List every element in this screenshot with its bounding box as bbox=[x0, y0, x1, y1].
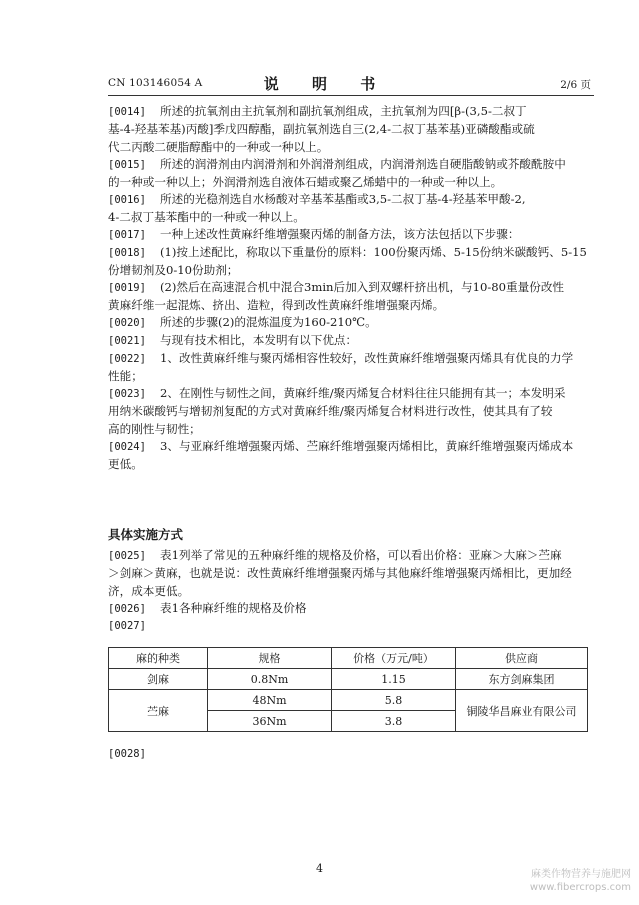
table-header-row bbox=[109, 648, 588, 669]
paragraph bbox=[108, 547, 598, 600]
paragraph-text: (1)按上述配比，称取以下重量份的原料：100份聚丙烯、5-15份纳米碳酸钙、5-15 bbox=[160, 244, 587, 259]
paragraph-text: 1、改性黄麻纤维与聚丙烯相容性较好，改性黄麻纤维增强聚丙烯具有优良的力学 bbox=[160, 350, 574, 365]
paragraph-line: 份增韧剂及0-10份助剂； bbox=[108, 263, 239, 278]
cell-spec: 0.8Nm bbox=[208, 669, 332, 690]
paragraph-line bbox=[108, 385, 598, 403]
page-indicator: 2/6 页 bbox=[560, 79, 591, 91]
paragraph-line: 基-4-羟基苯基)丙酸]季戊四醇酯，副抗氧剂选自三(2,4-二叔丁基苯基)亚磷酸酯或硫 bbox=[108, 122, 535, 137]
paragraph-line bbox=[108, 244, 598, 262]
header-rule bbox=[108, 95, 594, 96]
doc-id: CN 103146054 A bbox=[108, 77, 203, 89]
paragraph-line bbox=[108, 226, 598, 244]
header-price: 价格（万元/吨） bbox=[332, 648, 456, 669]
table-row bbox=[109, 669, 588, 690]
cell-price: 5.8 bbox=[332, 690, 456, 711]
paragraph-text: (2)然后在高速混合机中混合3min后加入到双螺杆挤出机，与10-80重量份改性 bbox=[160, 280, 565, 294]
fiber-spec-table bbox=[108, 647, 588, 732]
cell-kind: 苎麻 bbox=[109, 690, 208, 732]
paragraph-text: 表1各种麻纤维的规格及价格 bbox=[160, 600, 307, 615]
paragraph-text: 3、与亚麻纤维增强聚丙烯、苎麻纤维增强聚丙烯相比，黄麻纤维增强聚丙烯成本 bbox=[160, 438, 574, 453]
paragraph bbox=[108, 332, 598, 350]
page-number: 4 bbox=[316, 862, 323, 875]
paragraph-number: [0019] bbox=[108, 282, 146, 294]
paragraph-text: 所述的光稳剂选自水杨酸对辛基苯基酯或3,5-二叔丁基-4-羟基苯甲酸-2, bbox=[160, 191, 526, 206]
paragraph-text: 所述的抗氧剂由主抗氧剂和副抗氧剂组成，主抗氧剂为四[β-(3,5-二叔丁 bbox=[160, 104, 527, 118]
paragraph-number: [0014] bbox=[108, 106, 146, 118]
watermark-line2: www.fibercrops.com bbox=[529, 882, 631, 893]
cell-spec: 48Nm bbox=[208, 690, 332, 711]
paragraph-text: 表1列举了常见的五种麻纤维的规格及价格，可以看出价格：亚麻＞大麻＞苎麻 bbox=[160, 548, 562, 562]
paragraph bbox=[108, 314, 598, 332]
paragraph-line bbox=[108, 547, 598, 565]
paragraph-line bbox=[108, 438, 598, 456]
paragraph bbox=[108, 617, 598, 635]
header-supplier: 供应商 bbox=[456, 648, 588, 669]
paragraph-text: 2、在刚性与韧性之间，黄麻纤维/聚丙烯复合材料往往只能拥有其一；本发明采 bbox=[160, 386, 566, 400]
cell-price: 1.15 bbox=[332, 669, 456, 690]
paragraph-line bbox=[108, 279, 598, 297]
paragraph-line: ＞剑麻＞黄麻，也就是说：改性黄麻纤维增强聚丙烯与其他麻纤维增强聚丙烯相比，更加经 bbox=[108, 566, 572, 581]
paragraph-line bbox=[108, 350, 598, 368]
cell-price: 3.8 bbox=[332, 711, 456, 732]
table-row bbox=[109, 690, 588, 711]
paragraph bbox=[108, 350, 598, 386]
paragraph bbox=[108, 600, 598, 618]
paragraph bbox=[108, 385, 598, 438]
cell-supplier: 东方剑麻集团 bbox=[456, 669, 588, 690]
paragraph-line: 高的刚性与韧性； bbox=[108, 421, 201, 436]
paragraph-line: 用纳米碳酸钙与增韧剂复配的方式对黄麻纤维/聚丙烯复合材料进行改性，使其具有了较 bbox=[108, 404, 553, 419]
paragraph-line bbox=[108, 617, 598, 635]
paragraph-line: 代二丙酸二硬脂醇酯中的一种或一种以上。 bbox=[108, 139, 329, 154]
paragraph-line bbox=[108, 156, 598, 174]
cell-supplier: 铜陵华昌麻业有限公司 bbox=[456, 690, 588, 732]
paragraph-line: 黄麻纤维一起混炼、挤出、造粒，得到改性黄麻纤维增强聚丙烯。 bbox=[108, 298, 445, 313]
paragraph-number: [0027] bbox=[108, 620, 146, 633]
paragraph bbox=[108, 226, 598, 244]
paragraph bbox=[108, 438, 598, 474]
paragraph-text: 所述的步骤(2)的混炼温度为160-210℃。 bbox=[160, 315, 377, 330]
watermark-line1: 麻类作物营养与施肥网 bbox=[531, 869, 631, 880]
paragraph-line bbox=[108, 600, 598, 618]
paragraph bbox=[108, 103, 598, 156]
paragraph-number: [0022] bbox=[108, 352, 146, 365]
paragraph bbox=[108, 156, 598, 192]
paragraph-number: [0026] bbox=[108, 602, 146, 615]
header-spec: 规格 bbox=[208, 648, 332, 669]
paragraph-number: [0020] bbox=[108, 317, 146, 330]
paragraph-line: 更低。 bbox=[108, 457, 143, 471]
paragraph-line bbox=[108, 332, 598, 350]
paragraph-line bbox=[108, 103, 598, 121]
paragraph-number: [0028] bbox=[108, 748, 146, 760]
paragraph-number: [0016] bbox=[108, 193, 146, 206]
paragraph-line: 的一种或一种以上；外润滑剂选自液体石蜡或聚乙烯蜡中的一种或一种以上。 bbox=[108, 175, 503, 189]
paragraph-text: 一种上述改性黄麻纤维增强聚丙烯的制备方法，该方法包括以下步骤： bbox=[160, 227, 520, 241]
paragraph-number: [0023] bbox=[108, 388, 146, 400]
paragraph-text: 所述的润滑剂由内润滑剂和外润滑剂组成，内润滑剂选自硬脂酸钠或芥酸酰胺中 bbox=[160, 156, 566, 171]
paragraph-line: 性能； bbox=[108, 369, 143, 384]
paragraph-line: 济，成本更低。 bbox=[108, 583, 190, 598]
cell-kind: 剑麻 bbox=[109, 669, 208, 690]
paragraph bbox=[108, 244, 598, 280]
watermark bbox=[530, 868, 631, 894]
doc-title: 说 明 书 bbox=[263, 75, 390, 93]
paragraph bbox=[108, 279, 598, 315]
paragraph-line: 4-二叔丁基苯酯中的一种或一种以上。 bbox=[108, 210, 305, 225]
paragraph-number: [0024] bbox=[108, 440, 146, 453]
paragraph-line bbox=[108, 191, 598, 209]
cell-spec: 36Nm bbox=[208, 711, 332, 732]
paragraph-tag-0028 bbox=[108, 745, 598, 763]
paragraph-text: 与现有技术相比，本发明有以下优点： bbox=[160, 333, 358, 347]
paragraph-number: [0017] bbox=[108, 229, 146, 241]
paragraph-line bbox=[108, 314, 598, 332]
paragraph-number: [0021] bbox=[108, 335, 146, 347]
section-title: 具体实施方式 bbox=[108, 527, 184, 542]
paragraph-number: [0015] bbox=[108, 158, 146, 171]
paragraph-number: [0018] bbox=[108, 246, 146, 259]
header-kind: 麻的种类 bbox=[109, 648, 208, 669]
paragraph bbox=[108, 191, 598, 227]
paragraph-number: [0025] bbox=[108, 550, 146, 562]
